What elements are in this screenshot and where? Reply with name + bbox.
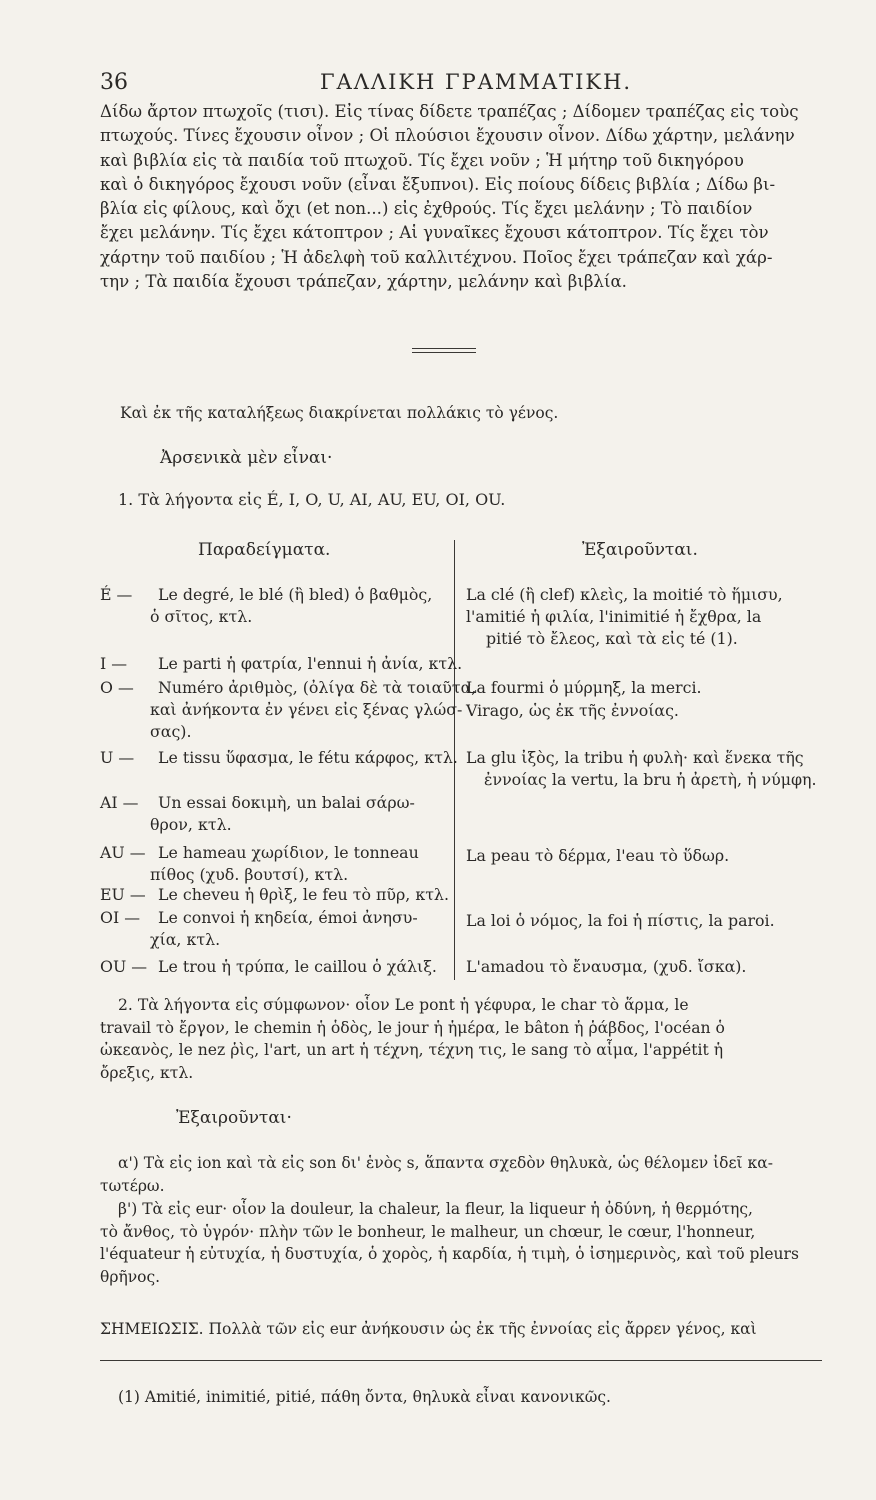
exercise-paragraph bbox=[100, 100, 822, 294]
exception-text: La glu ἰξὸς, la tribu ἡ φυλὴ· καὶ ἕνεκα τῆς bbox=[466, 748, 804, 767]
exceptions-heading: Ἐξαιροῦνται. bbox=[582, 540, 698, 560]
note-line: ΣΗΜΕΙΩΣΙΣ. Πολλὰ τῶν εἰς eur ἀνήκουσιν ὡς ἐκ τῆς ἐννοίας εἰς ἄρρεν γένος, καὶ bbox=[100, 1320, 757, 1338]
rule-2 bbox=[100, 994, 822, 1084]
exception-entry bbox=[466, 700, 679, 722]
text-line: βλία εἰς φίλους, καὶ ὄχι (et non...) εἰς ἐχθρούς. Τίς ἔχει μελάνην ; Τὸ παιδίον bbox=[100, 199, 753, 219]
sub-rule-a bbox=[100, 1152, 822, 1197]
intro-sentence: Καὶ ἐκ τῆς καταλήξεως διακρίνεται πολλάκις τὸ γένος. bbox=[120, 404, 559, 422]
text-line: β') Τὰ εἰς eur· οἷον la douleur, la chaleur, la fleur, la liqueur ἡ ὀδύνη, ἡ θερμότης, bbox=[118, 1200, 753, 1218]
rule-1: 1. Τὰ λήγοντα εἰς É, I, O, U, AI, AU, EU, OI, OU. bbox=[118, 490, 506, 509]
text-line: 2. Τὰ λήγοντα εἰς σύμφωνον· οἷον Le pont ἡ γέφυρα, le char τὸ ἅρμα, le bbox=[118, 996, 689, 1014]
example-entry bbox=[100, 792, 415, 836]
exception-text: La fourmi ὁ μύρμηξ, la merci. bbox=[466, 678, 702, 697]
text-line: την ; Τὰ παιδία ἔχουσι τράπεζαν, χάρτην, μελάνην καὶ βιβλία. bbox=[100, 272, 627, 292]
ending-label: OU — bbox=[100, 957, 148, 976]
exception-text: Virago, ὡς ἐκ τῆς ἐννοίας. bbox=[466, 701, 679, 720]
example-entry bbox=[100, 884, 449, 906]
masculine-heading: Ἀρσενικὰ μὲν εἶναι· bbox=[160, 448, 333, 468]
exception-entry bbox=[466, 910, 775, 932]
examples-table bbox=[100, 540, 822, 985]
text-line: ἔχει μελάνην. Τίς ἔχει κάτοπτρον ; Αἱ γυναῖκες ἔχουσι κάτοπτρον. Τίς ἔχει τὸν bbox=[100, 223, 769, 243]
text-line: ὠκεανὸς, le nez ῥὶς, l'art, un art ἡ τέχνη, τέχνη τις, le sang τὸ αἷμα, l'appétit ἡ bbox=[100, 1041, 724, 1059]
exception-text: La loi ὁ νόμος, la foi ἡ πίστις, la paroi. bbox=[466, 911, 775, 930]
text-line: travail τὸ ἔργον, le chemin ἡ ὁδὸς, le jour ἡ ἡμέρα, le bâton ἡ ῥάβδος, l'océan ὁ bbox=[100, 1018, 725, 1037]
example-text: Le parti ἡ φατρία, l'ennui ἡ ἀνία, κτλ. bbox=[158, 654, 463, 673]
text-line: πτωχούς. Τίνες ἔχουσιν οἶνον ; Οἱ πλούσιοι ἔχουσιν οἶνον. Δίδω χάρτην, μελάνην bbox=[100, 126, 795, 146]
exception-text: ἐννοίας la vertu, la bru ἡ ἀρετὴ, ἡ νύμφη. bbox=[484, 770, 817, 789]
text-line: θρῆνος. bbox=[100, 1267, 161, 1286]
exception-text: La peau τὸ δέρμα, l'eau τὸ ὕδωρ. bbox=[466, 846, 730, 865]
sub-rule-b bbox=[100, 1198, 822, 1288]
footnote: (1) Amitié, inimitié, pitié, πάθη ὄντα, θηλυκὰ εἶναι κανονικῶς. bbox=[118, 1388, 611, 1406]
example-text: πίθος (χυδ. βουτσί), κτλ. bbox=[150, 865, 349, 884]
exceptions-heading-2: Ἐξαιροῦνται· bbox=[176, 1108, 292, 1128]
running-title: ΓΑΛΛΙΚΗ ΓΡΑΜΜΑΤΙΚΗ. bbox=[320, 70, 633, 94]
exception-text: La clé (ἢ clef) κλεὶς, la moitié τὸ ἥμισυ, bbox=[466, 585, 783, 604]
ending-label: AU — bbox=[100, 843, 146, 862]
exception-entry bbox=[466, 747, 817, 791]
footnote-rule bbox=[100, 1360, 822, 1361]
ending-label: U — bbox=[100, 748, 135, 767]
example-text: σας). bbox=[150, 722, 192, 741]
example-entry bbox=[100, 956, 437, 978]
page-header bbox=[100, 64, 820, 104]
example-entry bbox=[100, 677, 476, 743]
ending-label: AI — bbox=[100, 793, 139, 812]
example-text: Le tissu ὕφασμα, le fétu κάρφος, κτλ. bbox=[158, 748, 458, 767]
text-line: τωτέρω. bbox=[100, 1176, 165, 1195]
example-entry bbox=[100, 907, 418, 951]
exception-text: pitié τὸ ἔλεος, καὶ τὰ εἰς té (1). bbox=[486, 629, 738, 648]
exception-entry bbox=[466, 677, 702, 699]
example-text: Numéro ἀριθμὸς, (ὀλίγα δὲ τὰ τοιαῦτα, bbox=[158, 678, 477, 697]
example-text: καὶ ἀνήκοντα ἐν γένει εἰς ξένας γλώσ- bbox=[150, 700, 463, 719]
example-text: Le trou ἡ τρύπα, le caillou ὁ χάλιξ. bbox=[158, 957, 437, 976]
example-text: ὁ σῖτος, κτλ. bbox=[150, 607, 253, 626]
text-line: χάρτην τοῦ παιδίου ; Ἡ ἀδελφὴ τοῦ καλλιτέχνου. Ποῖος ἔχει τράπεζαν καὶ χάρ- bbox=[100, 247, 773, 267]
example-text: Un essai δοκιμὴ, un balai σάρω- bbox=[158, 793, 415, 812]
example-entry bbox=[100, 584, 432, 628]
ending-label: OI — bbox=[100, 908, 141, 927]
example-text: Le convoi ἡ κηδεία, émoi ἀνησυ- bbox=[158, 908, 418, 927]
section-divider bbox=[412, 348, 476, 349]
examples-heading: Παραδείγματα. bbox=[198, 540, 331, 560]
page-number: 36 bbox=[100, 70, 128, 95]
example-entry bbox=[100, 842, 419, 886]
section-divider bbox=[412, 352, 476, 353]
exception-entry bbox=[466, 584, 783, 650]
text-line: ὄρεξις, κτλ. bbox=[100, 1063, 194, 1082]
ending-label: É — bbox=[100, 585, 133, 604]
text-line: καὶ βιβλία εἰς τὰ παιδία τοῦ πτωχοῦ. Τίς ἔχει νοῦν ; Ἡ μήτηρ τοῦ δικηγόρου bbox=[100, 150, 744, 170]
ending-label: I — bbox=[100, 654, 128, 673]
exception-text: L'amadou τὸ ἔναυσμα, (χυδ. ἴσκα). bbox=[466, 957, 747, 976]
exception-text: l'amitié ἡ φιλία, l'inimitié ἡ ἔχθρα, la bbox=[466, 607, 762, 626]
example-text: Le cheveu ἡ θρὶξ, le feu τὸ πῦρ, κτλ. bbox=[158, 885, 449, 904]
example-text: Le hameau χωρίδιον, le tonneau bbox=[158, 843, 419, 862]
text-line: τὸ ἄνθος, τὸ ὑγρόν· πλὴν τῶν le bonheur, le malheur, un chœur, le cœur, l'honneur, bbox=[100, 1222, 756, 1241]
ending-label: O — bbox=[100, 678, 134, 697]
exception-entry bbox=[466, 845, 729, 867]
example-text: χία, κτλ. bbox=[150, 930, 221, 949]
text-line: α') Τὰ εἰς ion καὶ τὰ εἰς son δι' ἑνὸς s, ἅπαντα σχεδὸν θηλυκὰ, ὡς θέλομεν ἰδεῖ κα- bbox=[118, 1154, 773, 1172]
exception-entry bbox=[466, 956, 746, 978]
example-text: Le degré, le blé (ἢ bled) ὁ βαθμὸς, bbox=[158, 585, 433, 604]
text-line: καὶ ὁ δικηγόρος ἔχουσι νοῦν (εἶναι ἔξυπνοι). Εἰς ποίους δίδεις βιβλία ; Δίδω βι- bbox=[100, 174, 776, 194]
example-entry bbox=[100, 747, 458, 769]
example-entry bbox=[100, 653, 462, 675]
example-text: θρον, κτλ. bbox=[150, 815, 232, 834]
text-line: Δίδω ἄρτον πτωχοῖς (τισι). Εἰς τίνας δίδετε τραπέζας ; Δίδομεν τραπέζας εἰς τοὺς bbox=[100, 102, 799, 121]
ending-label: EU — bbox=[100, 885, 146, 904]
text-line: l'équateur ἡ εὐτυχία, ἡ δυστυχία, ὁ χορὸς, ἡ καρδία, ἡ τιμὴ, ὁ ἰσημερινὸς, καὶ τοῦ pleurs bbox=[100, 1245, 799, 1263]
